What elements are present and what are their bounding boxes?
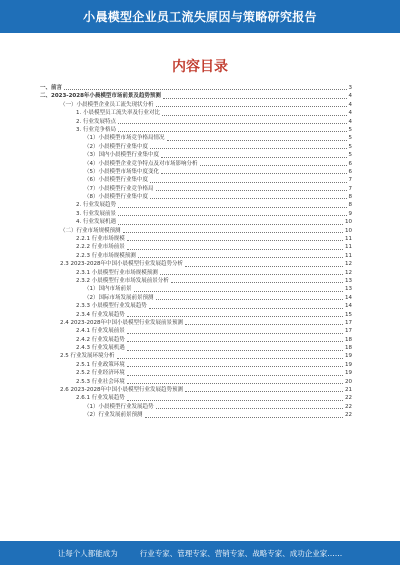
toc-leader-dots xyxy=(163,98,347,99)
toc-leader-dots xyxy=(127,240,343,241)
toc-entry-page: 14 xyxy=(345,294,352,301)
toc-entry[interactable] xyxy=(40,227,352,235)
toc-entry-text: 2.2.2 行业市场前景 xyxy=(76,244,125,251)
toc-entry-page: 11 xyxy=(345,236,352,243)
toc-entry-page: 17 xyxy=(345,319,352,326)
toc-entry-text: （2）小晨模型行业集中度 xyxy=(84,143,149,150)
toc-leader-dots xyxy=(127,350,343,351)
toc-leader-dots xyxy=(118,215,347,216)
toc-leader-dots xyxy=(185,391,343,392)
toc-entry[interactable] xyxy=(40,319,352,327)
toc-leader-dots xyxy=(162,115,347,116)
toc-entry[interactable] xyxy=(40,252,352,260)
toc-entry-text: （8）小晨模型行业集中度 xyxy=(84,194,149,201)
toc-entry-text: 2.3.2 小晨模型行业市场发展前景分析 xyxy=(76,277,169,284)
toc-entry-text: 2.3.3 小晨模型行业发展趋势 xyxy=(76,303,147,310)
toc-entry-text: 2.5.3 行业社会环境 xyxy=(76,378,125,385)
toc-entry-text: 2.6 2023-2028年中国小晨模型行业发展趋势预测 xyxy=(60,387,183,394)
toc-leader-dots xyxy=(118,207,347,208)
toc-entry-text: 2.6.1 行业发展趋势 xyxy=(76,395,125,402)
toc-leader-dots xyxy=(156,106,347,107)
toc-entry-text: 2.4.2 行业发展趋势 xyxy=(76,336,125,343)
toc-leader-dots xyxy=(127,400,343,401)
toc-entry-page: 15 xyxy=(345,311,352,318)
toc-entry-page: 19 xyxy=(345,361,352,368)
toc-entry[interactable] xyxy=(40,353,352,361)
toc-entry[interactable] xyxy=(40,210,352,218)
toc-leader-dots xyxy=(156,299,343,300)
toc-entry-page: 6 xyxy=(348,168,352,175)
toc-entry-page: 12 xyxy=(345,269,352,276)
toc-entry-page: 5 xyxy=(348,126,352,133)
toc-entry-text: （3）国内小晨模型行业集中度 xyxy=(84,152,160,159)
toc-entry[interactable] xyxy=(40,118,352,126)
toc-entry-page: 11 xyxy=(345,244,352,251)
toc-leader-dots xyxy=(156,190,347,191)
toc-leader-dots xyxy=(167,140,347,141)
toc-entry-page: 17 xyxy=(345,328,352,335)
toc-leader-dots xyxy=(138,257,343,258)
toc-entry[interactable] xyxy=(40,269,352,277)
toc-entry[interactable] xyxy=(40,101,352,109)
toc-entry-page: 10 xyxy=(345,227,352,234)
toc-entry[interactable] xyxy=(40,243,352,251)
toc-entry[interactable] xyxy=(40,361,352,369)
toc-leader-dots xyxy=(127,316,343,317)
toc-entry-text: 2.2.3 行业市场规模预测 xyxy=(76,252,136,259)
toc-entry-text: （5）小晨模型市场集中度变化 xyxy=(84,168,160,175)
toc-entry-page: 5 xyxy=(348,143,352,150)
page-footer xyxy=(0,541,400,565)
footer-slogan: 让每个人都能成为 xyxy=(57,548,118,558)
toc-entry-text: 2.5 行业发展环境分析 xyxy=(60,353,115,360)
toc-entry-text: 4. 行业发展机遇 xyxy=(76,219,116,226)
footer-roles: 行业专家、管理专家、营销专家、战略专家、成功企业家…… xyxy=(139,548,343,558)
toc-entry[interactable] xyxy=(40,235,352,243)
toc-entry-text: 3. 行业竞争格局 xyxy=(76,126,116,133)
toc-leader-dots xyxy=(127,366,343,367)
toc-entry-text: 2. 行业发展特点 xyxy=(76,118,116,125)
toc-entry[interactable] xyxy=(40,126,352,134)
toc-leader-dots xyxy=(118,224,343,225)
toc-entry-text: （二）行业市场规模预测 xyxy=(60,227,121,234)
toc-leader-dots xyxy=(118,123,347,124)
toc-entry-page: 13 xyxy=(345,286,352,293)
toc-entry[interactable] xyxy=(40,378,352,386)
toc-entry-page: 5 xyxy=(348,152,352,159)
toc-entry[interactable] xyxy=(40,218,352,226)
toc-entry[interactable] xyxy=(40,336,352,344)
toc-entry[interactable] xyxy=(40,403,352,411)
toc-leader-dots xyxy=(64,89,346,90)
toc-leader-dots xyxy=(149,308,343,309)
toc-entry[interactable] xyxy=(40,369,352,377)
toc-leader-dots xyxy=(127,375,343,376)
toc-leader-dots xyxy=(156,408,343,409)
toc-leader-dots xyxy=(127,341,343,342)
toc-leader-dots xyxy=(185,266,343,267)
toc-entry[interactable] xyxy=(40,92,352,100)
toc-entry-page: 11 xyxy=(345,252,352,259)
toc-entry[interactable] xyxy=(40,302,352,310)
toc-entry-page: 12 xyxy=(345,261,352,268)
toc-entry[interactable] xyxy=(40,134,352,142)
toc-entry-page: 7 xyxy=(348,185,352,192)
toc-entry-page: 19 xyxy=(345,353,352,360)
toc-entry-page: 5 xyxy=(348,135,352,142)
toc-leader-dots xyxy=(161,173,346,174)
toc-entry-text: （1）小晨模型市场竞争格局情况 xyxy=(84,135,165,142)
toc-entry-page: 18 xyxy=(345,345,352,352)
toc-entry[interactable] xyxy=(40,143,352,151)
report-header xyxy=(0,0,400,33)
toc-entry-page: 19 xyxy=(345,370,352,377)
toc-entry-text: （2）行业发展前景预测 xyxy=(84,412,143,419)
toc-entry-page: 21 xyxy=(345,387,352,394)
toc-leader-dots xyxy=(171,282,343,283)
toc-entry-page: 6 xyxy=(348,160,352,167)
toc-entry-text: （7）小晨模型行业竞争格局 xyxy=(84,185,154,192)
toc-entry-text: 2.5.2 行业经济环境 xyxy=(76,370,125,377)
toc-entry-text: 1. 小晨模型员工流失率及行业对比 xyxy=(76,110,160,117)
toc-entry[interactable] xyxy=(40,386,352,394)
toc-entry-text: （1）国内市场前景 xyxy=(84,286,132,293)
toc-entry-text: （1）小晨模型行业发展趋势 xyxy=(84,403,154,410)
toc-entry[interactable] xyxy=(40,176,352,184)
toc-entry[interactable] xyxy=(40,160,352,168)
toc-entry[interactable] xyxy=(40,327,352,335)
toc-leader-dots xyxy=(127,249,343,250)
toc-entry-page: 20 xyxy=(345,378,352,385)
toc-entry[interactable] xyxy=(40,168,352,176)
toc-entry[interactable] xyxy=(40,84,352,92)
toc-entry-page: 22 xyxy=(345,412,352,419)
toc-leader-dots xyxy=(150,148,346,149)
toc-entry-text: 2.3 2023-2028年中国小晨模型行业发展趋势分析 xyxy=(60,261,183,268)
toc-entry[interactable] xyxy=(40,394,352,402)
toc-entry-text: 二、2023-2028年小晨模型市场前景及趋势预测 xyxy=(40,93,161,100)
toc-entry-text: 2.3.4 行业发展趋势 xyxy=(76,311,125,318)
toc-entry[interactable] xyxy=(40,344,352,352)
toc-entry[interactable] xyxy=(40,201,352,209)
toc-entry[interactable] xyxy=(40,311,352,319)
toc-entry-page: 22 xyxy=(345,395,352,402)
toc-entry-text: 2.2.1 行业市场规模 xyxy=(76,236,125,243)
toc-entry[interactable] xyxy=(40,294,352,302)
toc-list xyxy=(40,84,352,420)
toc-leader-dots xyxy=(123,232,343,233)
toc-entry[interactable] xyxy=(40,277,352,285)
toc-leader-dots xyxy=(150,182,346,183)
toc-entry-page: 4 xyxy=(348,110,352,117)
toc-leader-dots xyxy=(150,198,346,199)
toc-leader-dots xyxy=(134,291,344,292)
toc-entry[interactable] xyxy=(40,185,352,193)
toc-entry-text: （一）小晨模型企业员工流失现状分析 xyxy=(60,101,154,108)
toc-entry-text: 2.4.3 行业发展机遇 xyxy=(76,345,125,352)
toc-entry-page: 7 xyxy=(348,177,352,184)
toc-entry-page: 14 xyxy=(345,303,352,310)
toc-entry-text: 2.4.1 行业发展前景 xyxy=(76,328,125,335)
toc-entry-page: 18 xyxy=(345,336,352,343)
toc-entry[interactable] xyxy=(40,193,352,201)
toc-entry[interactable] xyxy=(40,260,352,268)
toc-entry-text: （4）小晨模型企业竞争特点及对市场影响分析 xyxy=(84,160,198,167)
toc-entry-page: 4 xyxy=(348,101,352,108)
toc-leader-dots xyxy=(145,417,343,418)
toc-entry-page: 3 xyxy=(348,84,352,91)
toc-entry-page: 8 xyxy=(348,202,352,209)
toc-leader-dots xyxy=(127,333,343,334)
toc-entry-page: 8 xyxy=(348,194,352,201)
toc-entry[interactable] xyxy=(40,109,352,117)
toc-entry-text: 2.4 2023-2028年中国小晨模型行业发展前景预测 xyxy=(60,319,183,326)
toc-entry-text: （6）小晨模型行业集中度 xyxy=(84,177,149,184)
toc-entry-page: 9 xyxy=(348,210,352,217)
toc-entry-page: 13 xyxy=(345,277,352,284)
toc-leader-dots xyxy=(185,324,343,325)
toc-entry-text: 2. 行业发展趋势 xyxy=(76,202,116,209)
toc-entry-text: 2.5.1 行业政策环境 xyxy=(76,361,125,368)
toc-leader-dots xyxy=(200,165,347,166)
toc-title: 内容目录 xyxy=(172,59,228,75)
toc-leader-dots xyxy=(118,131,347,132)
toc-entry-text: 2.3.1 小晨模型行业市场规模预测 xyxy=(76,269,158,276)
toc-entry[interactable] xyxy=(40,151,352,159)
toc-leader-dots xyxy=(160,274,343,275)
toc-entry-text: 一、前言 xyxy=(40,84,63,91)
toc-entry-text: （2）国际市场发展前景预测 xyxy=(84,294,154,301)
toc-entry[interactable] xyxy=(40,411,352,419)
toc-entry-page: 4 xyxy=(348,93,352,100)
toc-entry[interactable] xyxy=(40,285,352,293)
toc-leader-dots xyxy=(161,157,346,158)
toc-entry-text: 3. 行业发展前景 xyxy=(76,210,116,217)
toc-entry-page: 10 xyxy=(345,219,352,226)
toc-entry-page: 4 xyxy=(348,118,352,125)
toc-entry-page: 22 xyxy=(345,403,352,410)
toc-leader-dots xyxy=(127,383,343,384)
report-title: 小晨模型企业员工流失原因与策略研究报告 xyxy=(83,10,317,24)
toc-leader-dots xyxy=(117,358,344,359)
